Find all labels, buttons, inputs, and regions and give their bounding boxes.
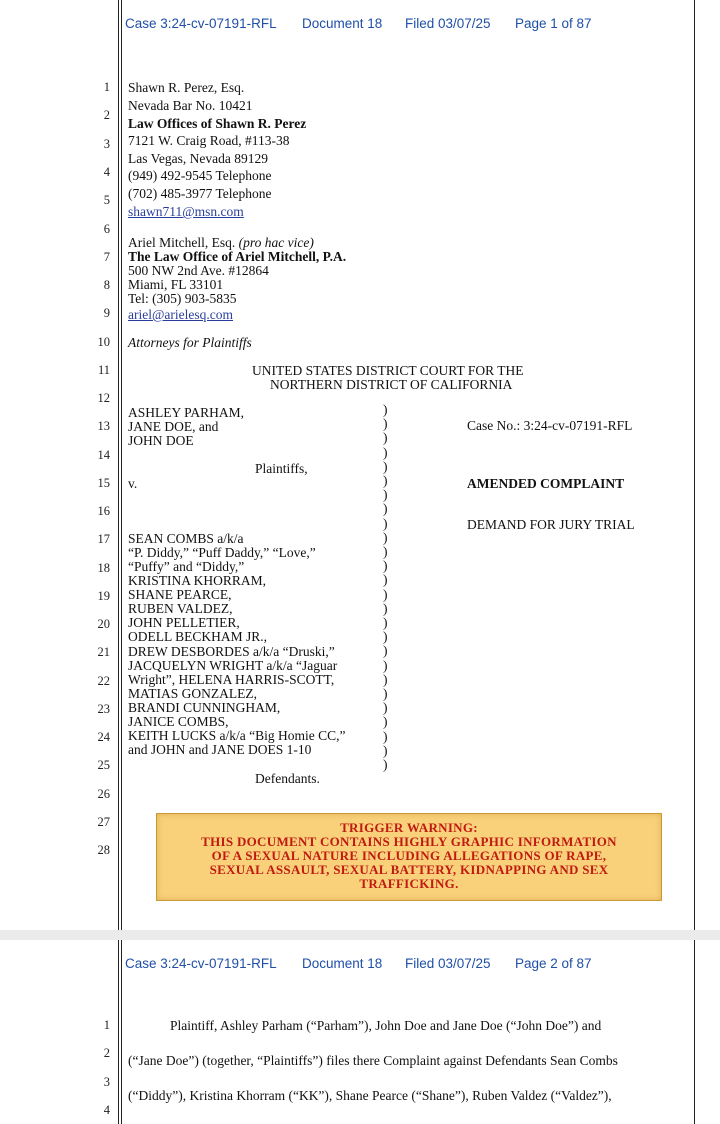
attorney-city: Las Vegas, Nevada 89129 xyxy=(128,151,268,166)
line-number: 14 xyxy=(97,448,110,462)
defendant-line: KRISTINA KHORRAM, xyxy=(128,573,267,588)
case-number: Case No.: 3:24-cv-07191-RFL xyxy=(467,418,633,433)
defendant-line: JACQUELYN WRIGHT a/k/a “Jaguar xyxy=(128,658,338,673)
line-number: 11 xyxy=(97,363,110,377)
line-number: 4 xyxy=(103,165,110,179)
line-number: 20 xyxy=(97,617,110,631)
defendant-line: MATIAS GONZALEZ, xyxy=(128,686,257,701)
line-number: 10 xyxy=(97,335,110,349)
defendant-line: SHANE PEARCE, xyxy=(128,587,232,602)
defendant-line: “P. Diddy,” “Puff Daddy,” “Love,” xyxy=(128,545,316,560)
line-number: 4 xyxy=(103,1103,110,1117)
line-number: 25 xyxy=(97,758,110,772)
line-number: 22 xyxy=(97,674,110,688)
attorney-firm: Law Offices of Shawn R. Perez xyxy=(128,116,307,131)
trigger-warning-line: TRAFFICKING. xyxy=(359,876,459,891)
attorneys-for: Attorneys for Plaintiffs xyxy=(128,335,252,350)
line-number: 13 xyxy=(97,419,110,433)
defendant-line: RUBEN VALDEZ, xyxy=(128,601,233,616)
defendants-label: Defendants. xyxy=(255,771,320,786)
attorney-firm: The Law Office of Ariel Mitchell, P.A. xyxy=(128,249,347,264)
header-case: Case 3:24-cv-07191-RFL xyxy=(125,956,277,971)
header-filed: Filed 03/07/25 xyxy=(405,16,491,31)
defendant-line: ODELL BECKHAM JR., xyxy=(128,629,268,644)
header-page: Page 2 of 87 xyxy=(515,956,592,971)
defendant-line: SEAN COMBS a/k/a xyxy=(128,531,244,546)
left-margin-rule-inner xyxy=(121,0,122,930)
defendant-line: “Puffy” and “Diddy,” xyxy=(128,559,245,574)
header-case: Case 3:24-cv-07191-RFL xyxy=(125,16,277,31)
defendant-line: DREW DESBORDES a/k/a “Druski,” xyxy=(128,644,335,659)
plaintiff-name: JANE DOE, and xyxy=(128,419,219,434)
attorney-city: Miami, FL 33101 xyxy=(128,277,224,292)
court-district: NORTHERN DISTRICT OF CALIFORNIA xyxy=(270,377,513,392)
left-margin-rule xyxy=(118,0,119,930)
header-filed: Filed 03/07/25 xyxy=(405,956,491,971)
defendant-line: JANICE COMBS, xyxy=(128,714,229,729)
trigger-warning-line: SEXUAL ASSAULT, SEXUAL BATTERY, KIDNAPPING AND SEX xyxy=(209,862,609,877)
left-margin-rule xyxy=(118,940,119,1124)
body-text-line: (“Jane Doe”) (together, “Plaintiffs”) files there Complaint against Defendants Sean Combs xyxy=(128,1053,618,1068)
document-page-2 xyxy=(0,940,720,1124)
line-number: 23 xyxy=(97,702,110,716)
versus: v. xyxy=(128,476,138,491)
defendant-line: KEITH LUCKS a/k/a “Big Homie CC,” xyxy=(128,728,346,743)
line-number: 3 xyxy=(103,1075,110,1089)
trigger-warning-line: THIS DOCUMENT CONTAINS HIGHLY GRAPHIC INFORMATION xyxy=(201,834,617,849)
trigger-warning-box xyxy=(156,813,662,901)
left-margin-rule-inner xyxy=(121,940,122,1124)
court-title: UNITED STATES DISTRICT COURT FOR THE xyxy=(252,363,524,378)
pro-hac-vice: (pro hac vice) xyxy=(238,235,314,250)
attorney-email-link[interactable]: shawn711@msn.com xyxy=(128,204,244,219)
line-number: 16 xyxy=(97,504,110,518)
attorney-phone: (702) 485-3977 Telephone xyxy=(128,186,272,201)
right-margin-rule xyxy=(694,0,695,930)
line-number: 5 xyxy=(103,193,110,207)
header-page: Page 1 of 87 xyxy=(515,16,592,31)
defendant-line: and JOHN and JANE DOES 1-10 xyxy=(128,742,312,757)
line-number: 26 xyxy=(97,787,110,801)
line-number: 2 xyxy=(103,108,110,122)
defendant-line: BRANDI CUNNINGHAM, xyxy=(128,700,281,715)
complaint-title: AMENDED COMPLAINT xyxy=(467,476,625,491)
right-margin-rule xyxy=(694,940,695,1124)
line-number: 27 xyxy=(97,815,110,829)
defendant-line: JOHN PELLETIER, xyxy=(128,615,240,630)
trigger-warning-line: OF A SEXUAL NATURE INCLUDING ALLEGATIONS OF RAPE, xyxy=(211,848,607,863)
line-number: 9 xyxy=(103,306,110,320)
header-document: Document 18 xyxy=(302,956,383,971)
body-text-line: (“Diddy”), Kristina Khorram (“KK”), Shane Pearce (“Shane”), Ruben Valdez (“Valdez”), xyxy=(128,1088,612,1103)
line-number: 28 xyxy=(97,843,110,857)
attorney-address: 500 NW 2nd Ave. #12864 xyxy=(128,263,269,278)
caption-parenthesis-column: ) ) ) ) ) ) ) ) ) ) ) ) ) ) ) ) ) ) ) ) ) ) ) ) ) ) xyxy=(383,402,388,773)
plaintiffs-label: Plaintiffs, xyxy=(255,461,308,476)
line-number: 1 xyxy=(103,80,110,94)
attorney-bar: Nevada Bar No. 10421 xyxy=(128,98,253,113)
line-number: 18 xyxy=(97,561,110,575)
line-number: 24 xyxy=(97,730,110,744)
line-number: 1 xyxy=(103,1018,110,1032)
header-document: Document 18 xyxy=(302,16,383,31)
attorney-name: Shawn R. Perez, Esq. xyxy=(128,80,245,95)
line-number: 2 xyxy=(103,1046,110,1060)
line-number: 8 xyxy=(103,278,110,292)
jury-demand: DEMAND FOR JURY TRIAL xyxy=(467,517,635,532)
line-number: 17 xyxy=(97,532,110,546)
attorney-name: Ariel Mitchell, Esq. (pro hac vice) xyxy=(128,235,314,250)
body-text-line: Plaintiff, Ashley Parham (“Parham”), John Doe and Jane Doe (“John Doe”) and xyxy=(170,1018,602,1033)
trigger-warning-title: TRIGGER WARNING: xyxy=(340,820,478,835)
attorney-address: 7121 W. Craig Road, #113-38 xyxy=(128,133,290,148)
defendant-line: Wright”, HELENA HARRIS-SCOTT, xyxy=(128,672,335,687)
plaintiff-name: JOHN DOE xyxy=(128,433,194,448)
line-number: 12 xyxy=(97,391,110,405)
attorney-phone: Tel: (305) 903-5835 xyxy=(128,291,237,306)
line-number: 6 xyxy=(103,222,110,236)
line-number: 3 xyxy=(103,137,110,151)
line-number: 15 xyxy=(97,476,110,490)
line-number: 7 xyxy=(103,250,110,264)
line-number: 19 xyxy=(97,589,110,603)
attorney-phone: (949) 492-9545 Telephone xyxy=(128,168,272,183)
line-number: 21 xyxy=(97,645,110,659)
plaintiff-name: ASHLEY PARHAM, xyxy=(128,405,245,420)
attorney-email-link[interactable]: ariel@arielesq.com xyxy=(128,307,234,322)
